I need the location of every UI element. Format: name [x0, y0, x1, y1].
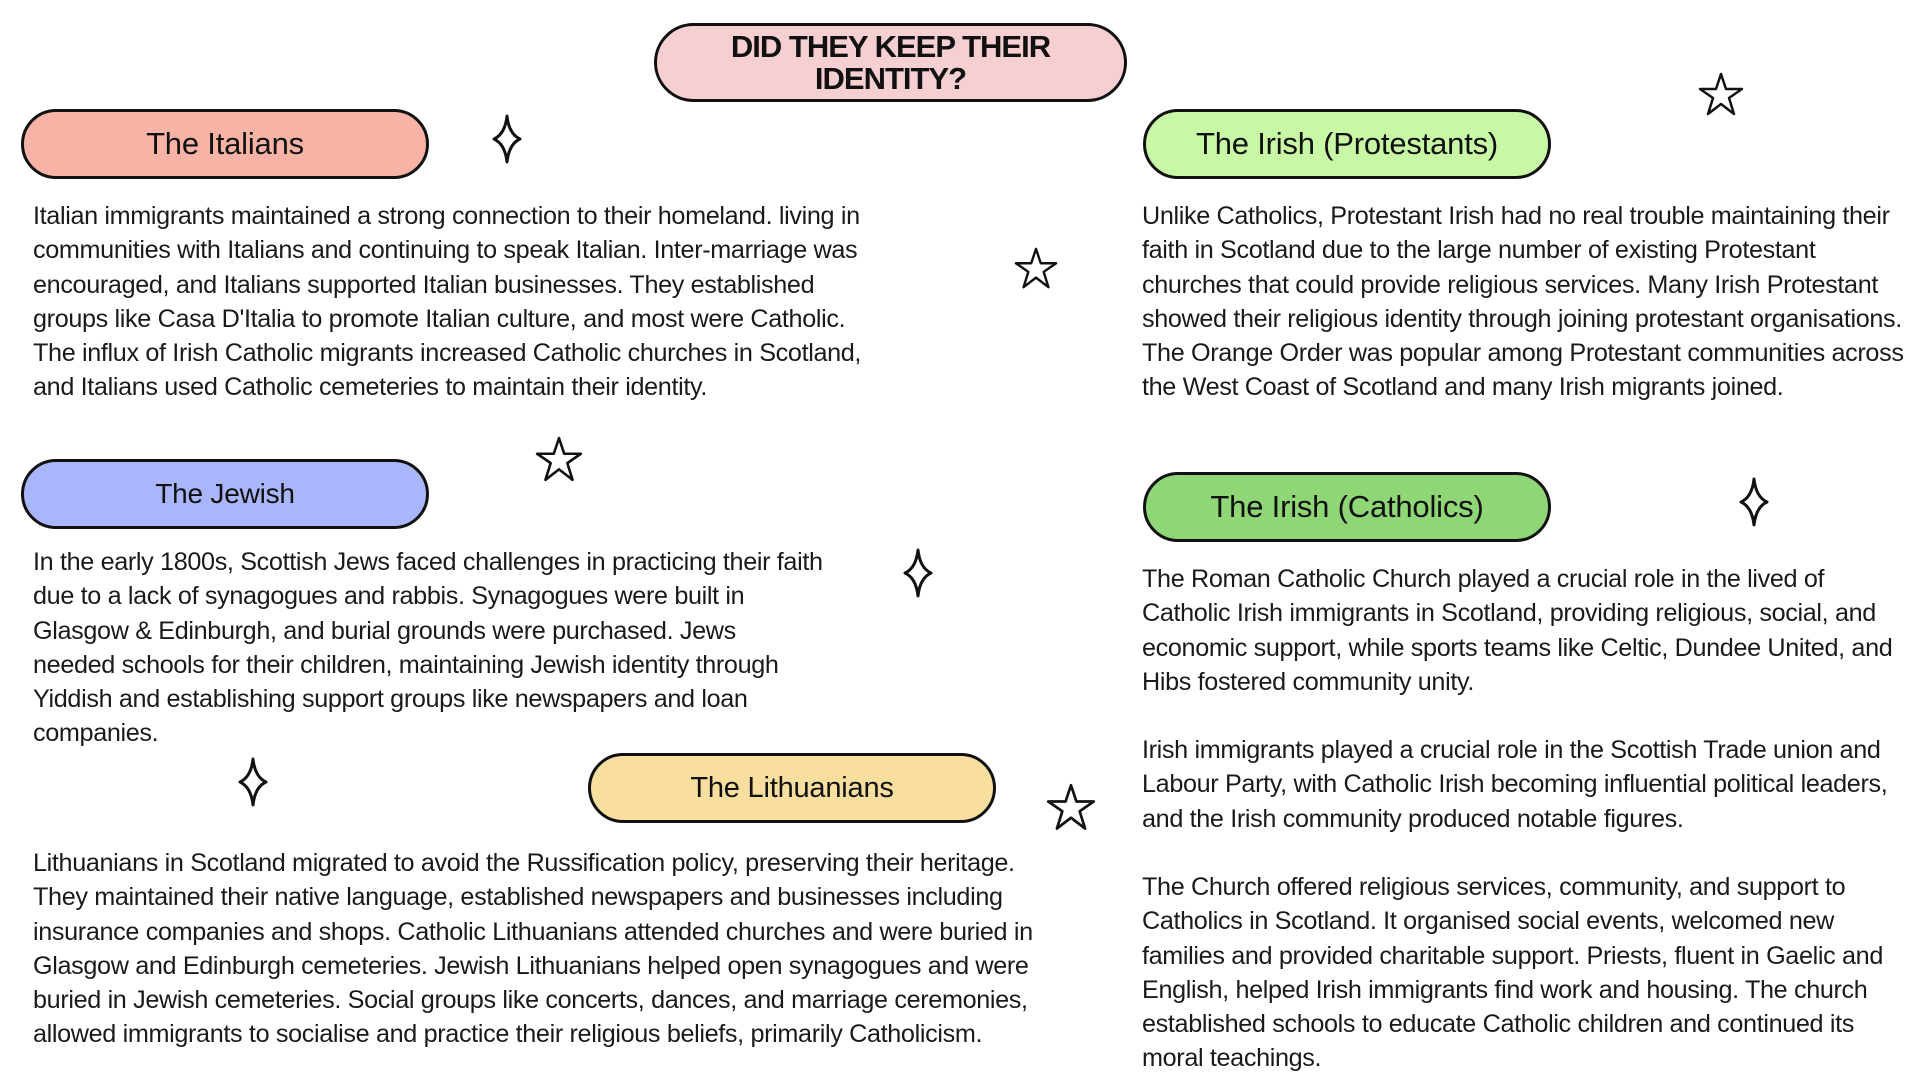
star-icon — [1013, 243, 1059, 295]
star-icon — [1045, 780, 1097, 836]
sparkle-icon — [903, 548, 933, 598]
star-icon — [1697, 71, 1745, 119]
text-irish-catholics-1: The Roman Catholic Church played a crucial role in the lived of Catholic Irish immigrants in Scotland, providing religious, social, and economic support, while sports teams like Celtic, Dundee United, and Hibs fostered community unity. — [1142, 565, 1893, 696]
heading-irish-protestants: The Irish (Protestants) — [1143, 109, 1551, 179]
heading-lithuanians: The Lithuanians — [588, 753, 996, 823]
text-irish-protestants: Unlike Catholics, Protestant Irish had no real trouble maintaining their faith in Scotland due to the large number of existing Protestant churches that could provide religious services. Many Irish Protestant showed their religious identity through joining protestant organisations. The Orange Order was popular among Protestant communities across the West Coast of Scotland and many Irish migrants joined. — [1142, 202, 1904, 402]
heading-irish-catholics: The Irish (Catholics) — [1143, 472, 1551, 542]
text-irish-catholics-2: Irish immigrants played a crucial role in the Scottish Trade union and Labour Party, with Catholic Irish becoming influential political leaders, and the Irish community produced notable figures. — [1142, 736, 1888, 833]
sparkle-icon — [492, 114, 522, 164]
text-lithuanians: Lithuanians in Scotland migrated to avoid the Russification policy, preserving their heritage. They maintained their native language, established newspapers and businesses including insurance companies and shops. Catholic Lithuanians attended churches and were buried in Glasgow and Edinburgh cemeteries. Jewish Lithuanians helped open synagogues and were buried in Jewish cemeteries. Social groups like concerts, dances, and marriage ceremonies, allowed immigrants to socialise and practice their religious beliefs, primarily Catholicism. — [33, 849, 1033, 1049]
heading-jewish: The Jewish — [21, 459, 429, 529]
page-title: DID THEY KEEP THEIR IDENTITY? — [654, 23, 1127, 102]
heading-italians: The Italians — [21, 109, 429, 179]
star-icon — [531, 435, 587, 485]
text-irish-catholics-3: The Church offered religious services, community, and support to Catholics in Scotland. It organised social events, welcomed new families and provided charitable support. Priests, fluent in Gaelic and English, helped Irish immigrants find work and housing. The church established schools to educate Catholic children and continued its moral teachings. — [1142, 873, 1883, 1073]
text-italians: Italian immigrants maintained a strong connection to their homeland. living in communities with Italians and continuing to speak Italian. Inter-marriage was encouraged, and Italians supported Italian businesses. They established groups like Casa D'Italia to promote Italian culture, and most were Catholic. The influx of Irish Catholic migrants increased Catholic churches in Scotland, and Italians used Catholic cemeteries to maintain their identity. — [33, 202, 862, 402]
sparkle-icon — [238, 757, 268, 807]
text-jewish: In the early 1800s, Scottish Jews faced challenges in practicing their faith due to a lack of synagogues and rabbis. Synagogues were built in Glasgow & Edinburgh, and burial grounds were purchased. Jews needed schools for their children, maintaining Jewish identity through Yiddish and establishing support groups like newspapers and loan companies. — [33, 548, 823, 748]
sparkle-icon — [1739, 477, 1769, 527]
